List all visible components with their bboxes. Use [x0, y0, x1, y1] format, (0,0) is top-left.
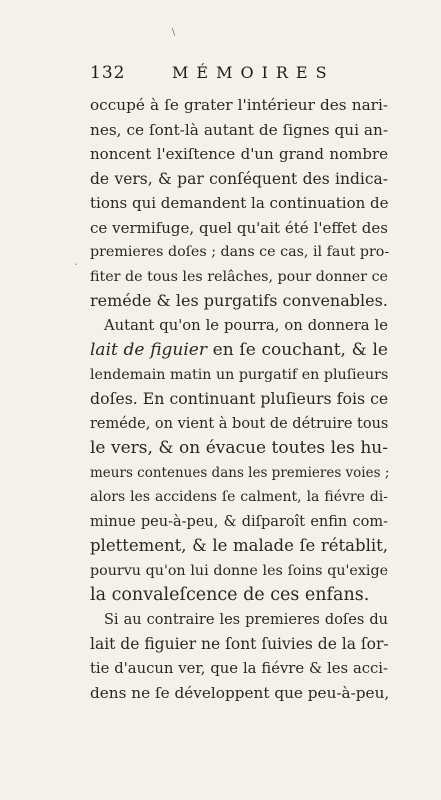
- text-line: meurs contenues dans les premieres voies ;: [90, 464, 390, 481]
- ink-mark: \: [172, 28, 176, 38]
- text-line: lendemain matin un purgatif en pluſieurs: [90, 366, 389, 383]
- text-line: pourvu qu'on lui donne les ſoins qu'exige: [90, 562, 388, 579]
- text-line: la convaleſcence de ces enfans.: [90, 585, 370, 605]
- text-line: de vers, & par conſéquent des indica-: [90, 169, 388, 188]
- text-line: reméde, on vient à bout de détruire tous: [90, 415, 389, 432]
- text-line: tie d'aucun ver, que la fiévre & les acci-: [90, 659, 388, 677]
- text-line: fiter de tous les relâches, pour donner ce: [90, 268, 388, 285]
- page-header: [90, 62, 348, 84]
- text-line: le vers, & on évacue toutes les hu-: [90, 438, 388, 458]
- text-line: ce vermifuge, quel qu'ait été l'effet des: [90, 218, 388, 237]
- text-line: plettement, & le malade ſe rétablit,: [90, 536, 388, 555]
- text-line: premieres doſes ; dans ce cas, il faut pro-: [90, 244, 390, 260]
- text-line: doſes. En continuant pluſieurs fois ce: [90, 389, 389, 408]
- text-line: alors les accidens ſe calment, la fiévre di-: [90, 489, 388, 505]
- text-line: noncent l'exiſtence d'un grand nombre: [90, 145, 388, 163]
- italic-term: lait de figuier: [90, 340, 207, 360]
- text-line: occupé à ſe grater l'intérieur des nari-: [90, 96, 388, 114]
- text-line: Autant qu'on le pourra, on donnera le: [104, 316, 388, 334]
- body-text: [90, 93, 388, 706]
- text-line: nes, ce ſont-là autant de ſignes qui an-: [90, 120, 388, 139]
- text-line: reméde & les purgatifs convenables.: [90, 291, 388, 310]
- text-segment: en ſe couchant, & le: [206, 340, 388, 360]
- text-line: tions qui demandent la continuation de: [90, 194, 389, 212]
- text-line: dens ne ſe développent que peu-à-peu,: [90, 684, 390, 702]
- text-line: lait de figuier ne ſont ſuivies de la ſor-: [90, 635, 389, 653]
- text-line-with-italic: [90, 338, 388, 363]
- text-line: minue peu-à-peu, & diſparoît enfin com-: [90, 513, 388, 530]
- margin-mark: ·: [74, 258, 78, 271]
- text-line: Si au contraire les premieres doſes du: [104, 611, 388, 628]
- running-head: MÉMOIRES: [172, 63, 335, 82]
- page-number: 132: [90, 63, 126, 83]
